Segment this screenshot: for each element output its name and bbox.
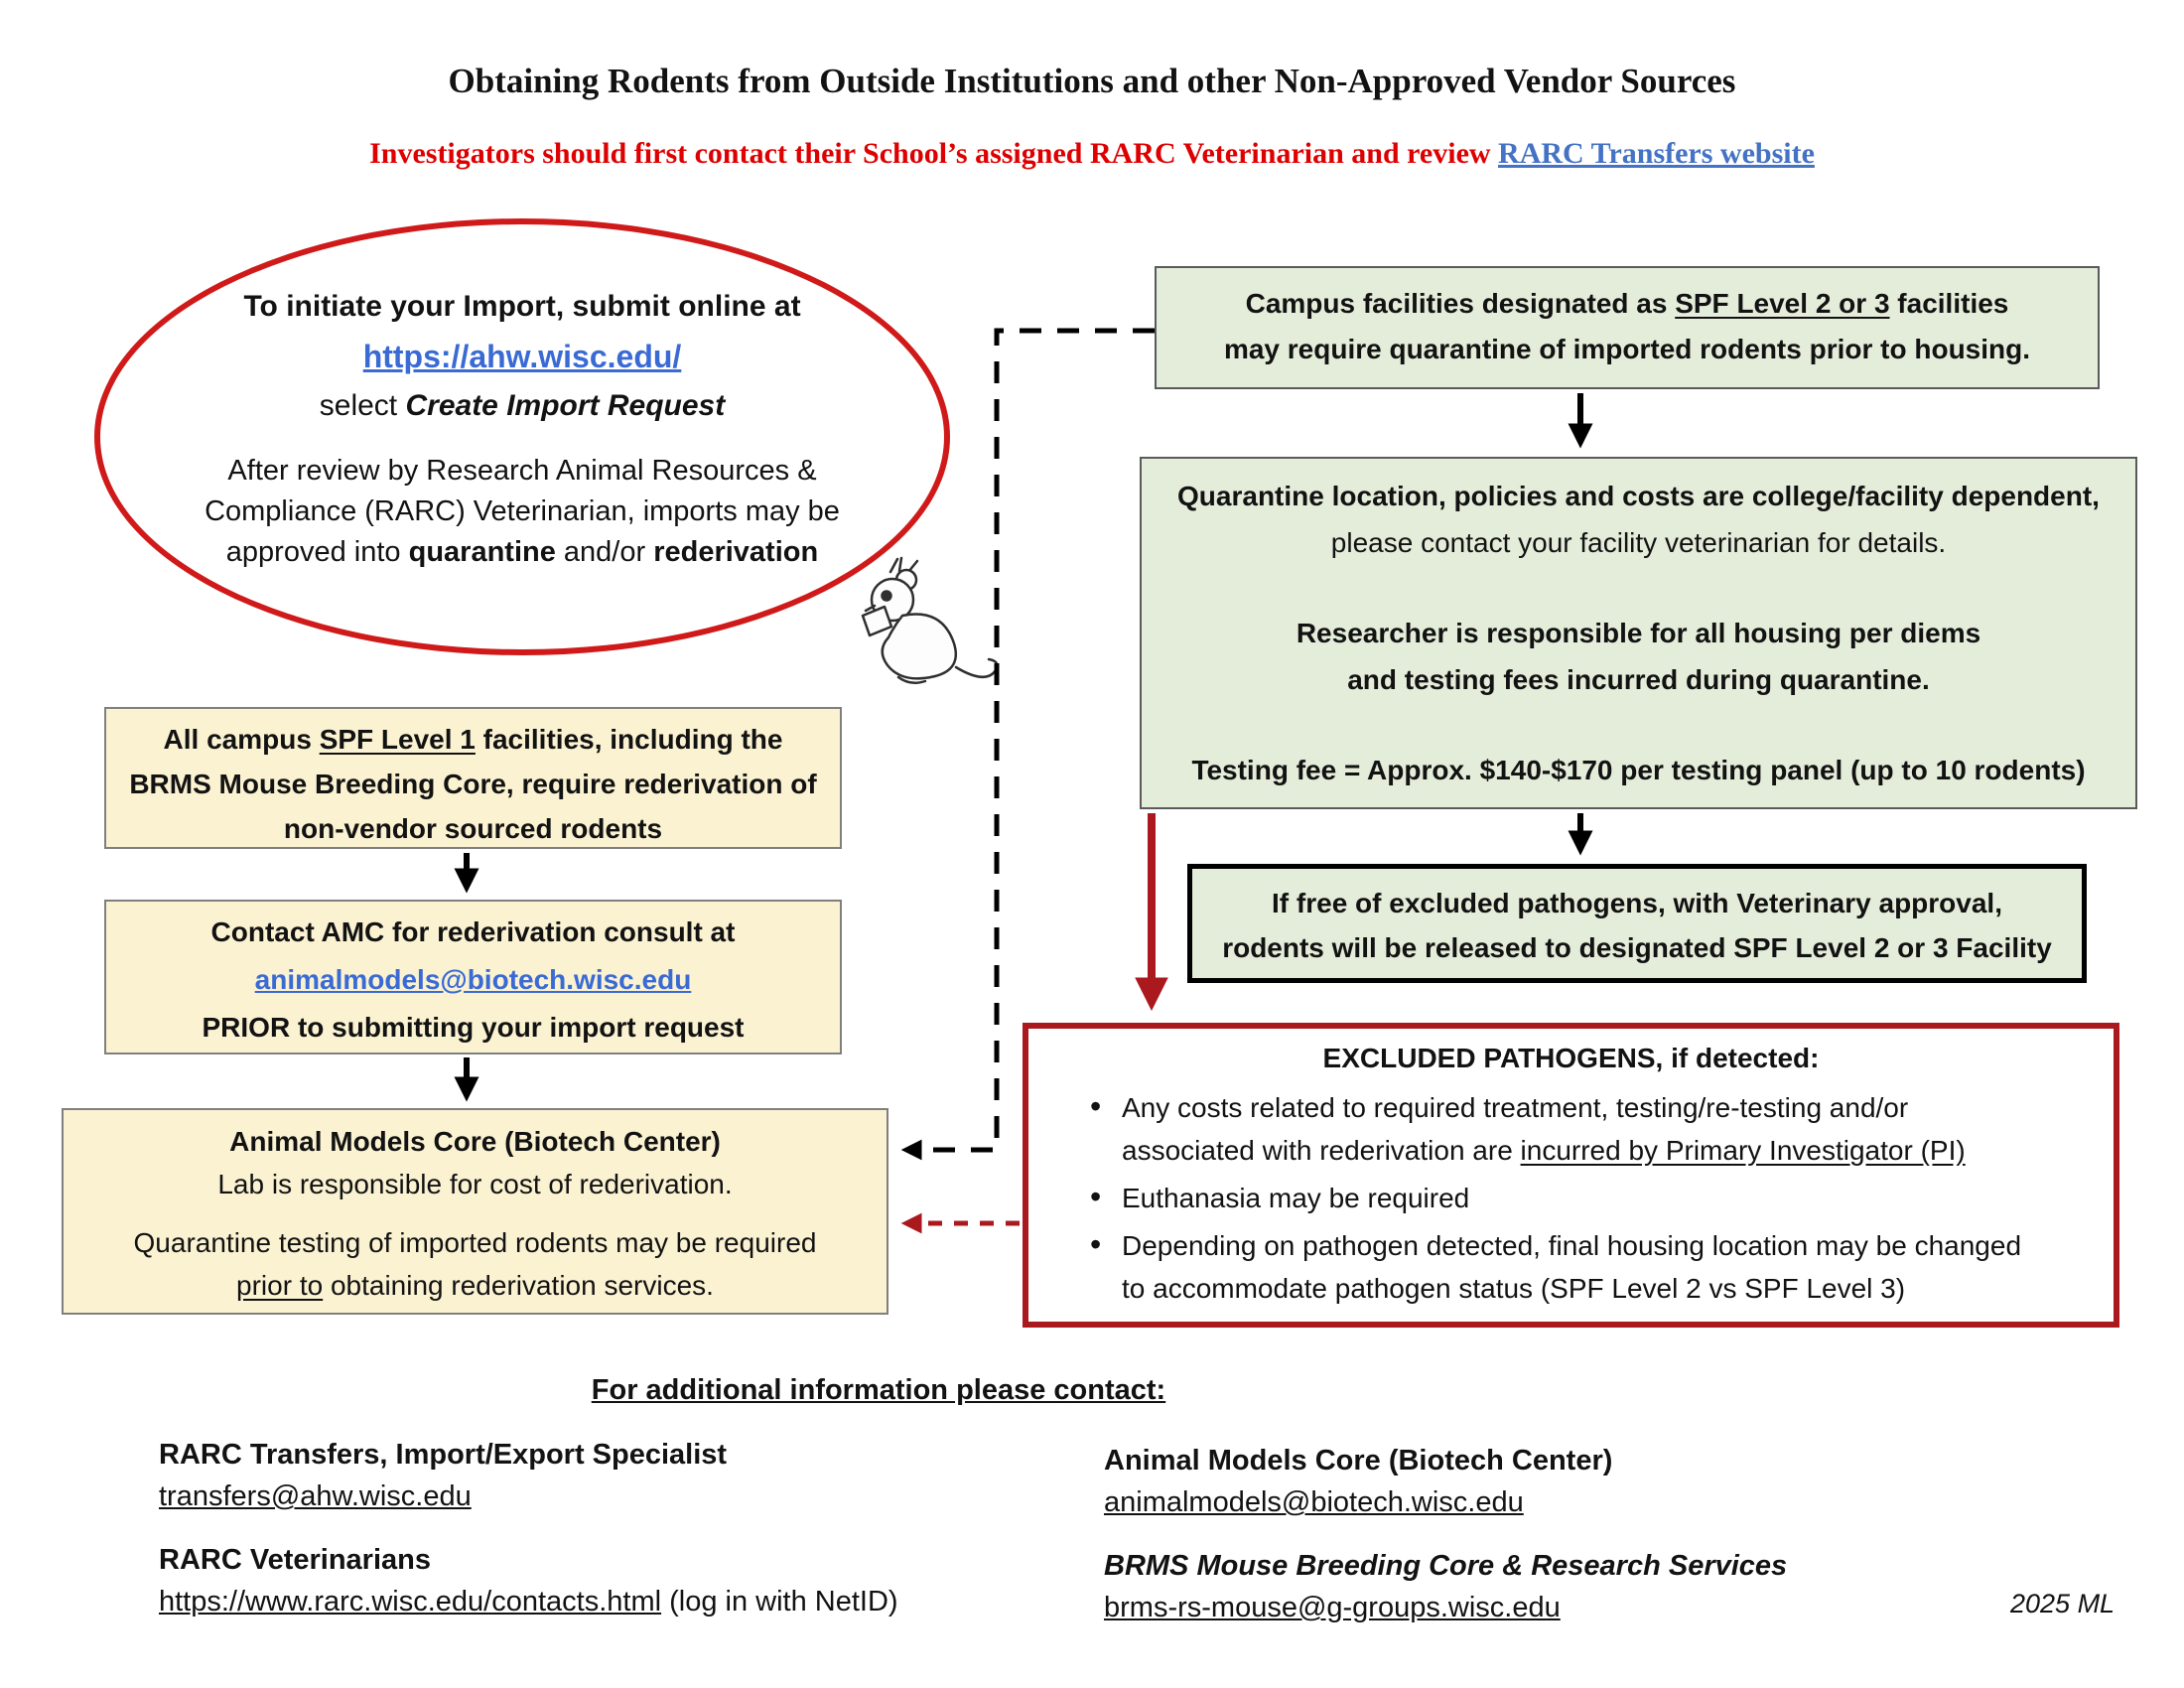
list-item: • Euthanasia may be required (1088, 1177, 2114, 1219)
excluded-pathogens-list (1088, 1086, 2114, 1310)
contact-title: Animal Models Core (Biotech Center) (1104, 1445, 1613, 1477)
page-subtitle (0, 137, 2184, 171)
list-item: • Depending on pathogen detected, final housing location may be changed to accommodate pathogen status (SPF Level 2 vs SPF Level 3) (1088, 1224, 2114, 1310)
credit-label: 2025 ML (2010, 1589, 2116, 1618)
contacts-left-column: RARC Transfers, Import/Export Specialist transfers@ahw.wisc.edu RARC Veterinarians https://www.rarc.wisc.edu/contacts.html (log in with NetID) (159, 1434, 898, 1622)
contacts-right-column (1104, 1440, 1787, 1628)
rarc-transfers-website-link[interactable]: RARC Transfers website (1498, 137, 1815, 170)
subtitle-text: Investigators should first contact their School’s assigned RARC Veterinarian and review (369, 137, 1499, 170)
spf-level-2-3-quarantine-box: Campus facilities designated as SPF Level 2 or 3 facilities may require quarantine of imported rodents prior to housing. (1155, 266, 2100, 389)
transfers-email-link[interactable]: transfers@ahw.wisc.edu (159, 1480, 472, 1512)
contact-amc-box: Contact AMC for rederivation consult at animalmodels@biotech.wisc.edu PRIOR to submitting your import request (104, 900, 842, 1055)
page-title: Obtaining Rodents from Outside Institutions and other Non-Approved Vendor Sources (448, 62, 1736, 100)
animalmodels-email-link-footer[interactable]: animalmodels@biotech.wisc.edu (1104, 1486, 1524, 1518)
animal-models-core-box: Animal Models Core (Biotech Center) Lab is responsible for cost of rederivation. Quarantine testing of imported rodents may be required prior to obtaining rederivation services. (62, 1108, 888, 1315)
list-item: • Any costs related to required treatment, testing/re-testing and/or associated with rederivation are incurred by Primary Investigator (PI) (1088, 1086, 2114, 1172)
create-import-request-label: Create Import Request (405, 389, 726, 422)
mouse-clipart-icon (839, 556, 1013, 695)
ellipse-line1: To initiate your Import, submit online at (243, 290, 801, 323)
ellipse-url-line (100, 332, 944, 381)
excluded-pathogens-box (1023, 1023, 2119, 1328)
rarc-contacts-url-link[interactable]: https://www.rarc.wisc.edu/contacts.html (159, 1586, 662, 1618)
brms-email-link[interactable]: brms-rs-mouse@g-groups.wisc.edu (1104, 1592, 1561, 1623)
contacts-header: For additional information please contact: (591, 1374, 1166, 1406)
quarantine-policies-costs-box: Quarantine location, policies and costs are college/facility dependent, please contact your facility veterinarian for details. Researcher is responsible for all housing per diems and testing fees incurred during quarantine. Testing fee = Approx. $140-$170 per testing panel (up to 10 rodents) (1140, 457, 2137, 809)
animalmodels-email-link[interactable]: animalmodels@biotech.wisc.edu (254, 964, 692, 995)
contact-title: RARC Transfers, Import/Export Specialist (159, 1439, 728, 1471)
spf-level-1-rederivation-box: All campus SPF Level 1 facilities, including the BRMS Mouse Breeding Core, require rederivation of non-vendor sourced rodents (104, 707, 842, 849)
ellipse-select-line: select Create Import Request (319, 389, 726, 422)
excluded-pathogens-title: EXCLUDED PATHOGENS, if detected: (1322, 1043, 1820, 1073)
pathogen-free-release-box: If free of excluded pathogens, with Veterinary approval, rodents will be released to designated SPF Level 2 or 3 Facility (1187, 864, 2087, 983)
contact-title: RARC Veterinarians (159, 1544, 431, 1576)
contact-title: BRMS Mouse Breeding Core & Research Services (1104, 1550, 1788, 1582)
ahw-wisc-edu-link[interactable]: https://ahw.wisc.edu/ (362, 339, 682, 374)
initiate-import-ellipse (94, 218, 950, 655)
ellipse-paragraph: After review by Research Animal Resources & Compliance (RARC) Veterinarian, imports may be approved into quarantine and/or rederivation (205, 455, 840, 568)
